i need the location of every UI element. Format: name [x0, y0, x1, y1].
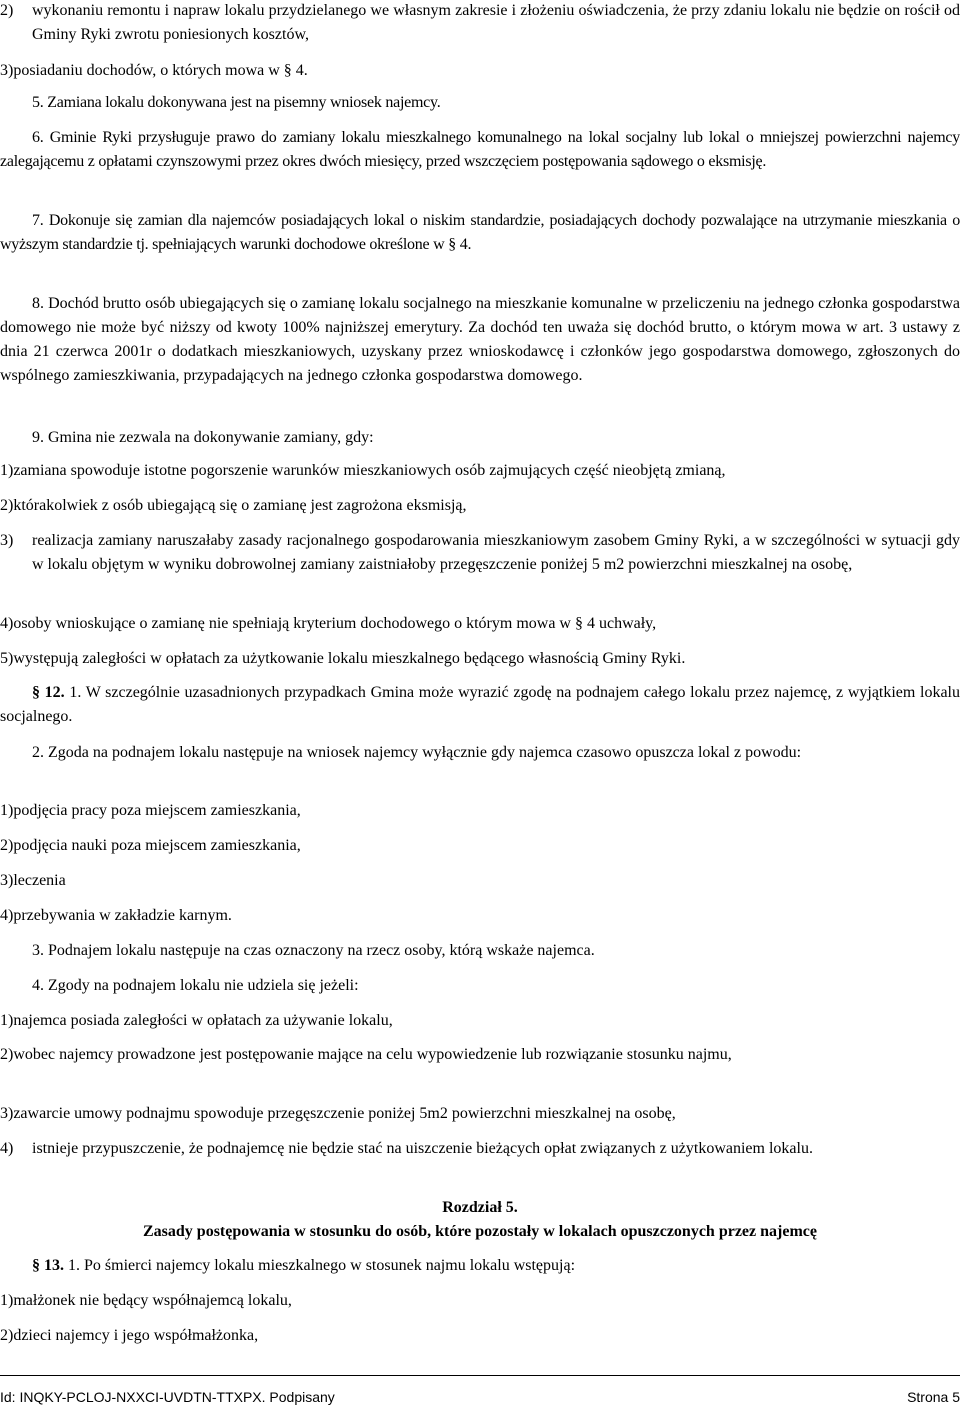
paragraph-5: 5. Zamiana lokalu dokonywana jest na pisemny wniosek najemcy.	[32, 94, 441, 111]
list-item-number: 1)	[0, 462, 14, 479]
list-item-number: 3)	[0, 1105, 14, 1122]
document-id: Id: INQKY-PCLOJ-NXXCI-UVDTN-TTXPX. Podpisany	[0, 1389, 335, 1405]
paragraph-text: 1. Po śmierci najemcy lokalu mieszkalnego w stosunek najmu lokalu wstępują:	[64, 1257, 576, 1274]
list-item-number: 1)	[0, 1012, 14, 1029]
list-item-number: 5)	[0, 650, 14, 667]
paragraph-12-1	[0, 681, 960, 729]
list-item	[0, 459, 960, 483]
list-item	[0, 0, 960, 47]
list-item-number: 2)	[0, 837, 14, 854]
footer-divider	[0, 1375, 960, 1376]
list-item-text: leczenia	[13, 872, 66, 889]
list-item-text: małżonek nie będący współnajemcą lokalu,	[13, 1292, 292, 1309]
list-item	[0, 647, 960, 671]
paragraph-8: 8. Dochód brutto osób ubiegających się o zamianę lokalu socjalnego na mieszkanie komunalne w przeliczeniu na jednego członka gospodarstwa domowego nie może być niższy od kwoty 100% najniższej emerytury. Za dochód ten uważa się dochód brutto, o którym mowa w art. 3 ustawy z dnia 21 czerwca 2001r o dodatkach mieszkaniowych, uzyskany przez wnioskodawcę i członków jego gospodarstwa domowego, zgłoszonych do wspólnego zamieszkiwania, przypadających na jednego członka gospodarstwa domowego.	[0, 295, 960, 384]
list-item-text: dzieci najemcy i jego współmałżonka,	[13, 1327, 259, 1344]
list-item-text: wykonaniu remontu i napraw lokalu przydzielanego we własnym zakresie i złożeniu oświadczenia, że przy zdaniu lokalu nie będzie on rościł od Gminy Ryki zwrotu poniesionych kosztów,	[32, 2, 960, 43]
chapter-subtitle: Zasady postępowania w stosunku do osób, które pozostały w lokalach opuszczonych przez najemcę	[143, 1223, 817, 1240]
list-item	[0, 869, 960, 893]
list-item-text: posiadaniu dochodów, o których mowa w § 4.	[13, 62, 308, 79]
list-item	[0, 494, 960, 518]
list-item	[0, 904, 960, 928]
page-number: Strona 5	[907, 1389, 960, 1405]
list-item-number: 4)	[0, 907, 14, 924]
list-item-text: realizacja zamiany naruszałaby zasady racjonalnego gospodarowania mieszkaniowym zasobem Gminy Ryki, a w szczególności w sytuacji gdy w lokalu objętym w wyniku dobrowolnej zamiany zaistniałoby przegęszczenie poniżej 5 m2 powierzchni mieszkalnej na osobę,	[32, 532, 960, 573]
list-item	[0, 834, 960, 858]
list-item-text: osoby wnioskujące o zamianę nie spełniają kryterium dochodowego o którym mowa w § 4 uchwały,	[13, 615, 657, 632]
list-item	[0, 799, 960, 823]
list-item-text: podjęcia nauki poza miejscem zamieszkania,	[13, 837, 301, 854]
list-item	[0, 529, 960, 577]
list-item-text: wobec najemcy prowadzone jest postępowanie mające na celu wypowiedzenie lub rozwiązanie stosunku najmu,	[13, 1046, 732, 1063]
list-item-number: 1)	[0, 802, 14, 819]
list-item-text: występują zaległości w opłatach za użytkowanie lokalu mieszkalnego będącego własnością Gminy Ryki.	[13, 650, 686, 667]
list-item	[0, 1289, 960, 1313]
paragraph-12-4: 4. Zgody na podnajem lokalu nie udziela się jeżeli:	[32, 977, 359, 994]
paragraph-7: 7. Dokonuje się zamian dla najemców posiadających lokal o niskim standardzie, posiadających dochody pozwalające na utrzymanie mieszkania o wyższym standardzie tj. spełniających warunki dochodowe określone w § 4.	[0, 212, 960, 253]
list-item	[0, 1009, 960, 1033]
list-item-number: 3)	[0, 872, 14, 889]
list-item-number: 3)	[0, 532, 14, 549]
list-item-number: 2)	[0, 1046, 14, 1063]
list-item-number: 4)	[0, 615, 14, 632]
paragraph-13-1	[0, 1254, 960, 1278]
list-item-number: 4)	[0, 1140, 14, 1157]
list-item-number: 3)	[0, 62, 14, 79]
list-item-text: zamiana spowoduje istotne pogorszenie warunków mieszkaniowych osób zajmujących część nieobjętą zmianą,	[13, 462, 726, 479]
page-footer	[0, 1388, 960, 1406]
list-item-text: istnieje przypuszczenie, że podnajemcę nie będzie stać na uiszczenie bieżących opłat związanych z użytkowaniem lokalu.	[32, 1140, 813, 1157]
list-item-text: przebywania w zakładzie karnym.	[13, 907, 232, 924]
list-item	[0, 612, 960, 636]
list-item-text: zawarcie umowy podnajmu spowoduje przegęszczenie poniżej 5m2 powierzchni mieszkalnej na osobę,	[13, 1105, 676, 1122]
list-item-number: 2)	[0, 497, 14, 514]
list-item	[0, 1137, 960, 1161]
list-item	[0, 1102, 960, 1126]
paragraph-12-3: 3. Podnajem lokalu następuje na czas oznaczony na rzecz osoby, którą wskaże najemca.	[32, 942, 595, 959]
paragraph-text: 1. W szczególnie uzasadnionych przypadkach Gmina może wyrazić zgodę na podnajem całego lokalu przez najemcę, z wyjątkiem lokalu socjalnego.	[0, 684, 960, 725]
list-item-text: najemca posiada zaległości w opłatach za używanie lokalu,	[13, 1012, 393, 1029]
list-item	[0, 1043, 960, 1067]
paragraph-12-2: 2. Zgoda na podnajem lokalu następuje na wniosek najemcy wyłącznie gdy najemca czasowo opuszcza lokal z powodu:	[32, 744, 802, 761]
list-item-number: 2)	[0, 1327, 14, 1344]
chapter-title: Rozdział 5.	[442, 1199, 518, 1216]
list-item	[0, 59, 960, 83]
paragraph-9: 9. Gmina nie zezwala na dokonywanie zamiany, gdy:	[32, 429, 374, 446]
list-item-text: którakolwiek z osób ubiegającą się o zamianę jest zagrożona eksmisją,	[13, 497, 467, 514]
list-item-number: 1)	[0, 1292, 14, 1309]
list-item	[0, 1324, 960, 1348]
list-item-number: 2)	[0, 2, 14, 19]
list-item-text: podjęcia pracy poza miejscem zamieszkania,	[13, 802, 301, 819]
section-number: § 13.	[32, 1257, 64, 1274]
paragraph-6: 6. Gminie Ryki przysługuje prawo do zamiany lokalu mieszkalnego komunalnego na lokal socjalny lub lokal o mniejszej powierzchni najemcy zalegającemu z opłatami czynszowymi przez okres dwóch miesięcy, przed wszczęciem postępowania sądowego o eksmisję.	[0, 129, 960, 170]
section-number: § 12.	[32, 684, 65, 701]
